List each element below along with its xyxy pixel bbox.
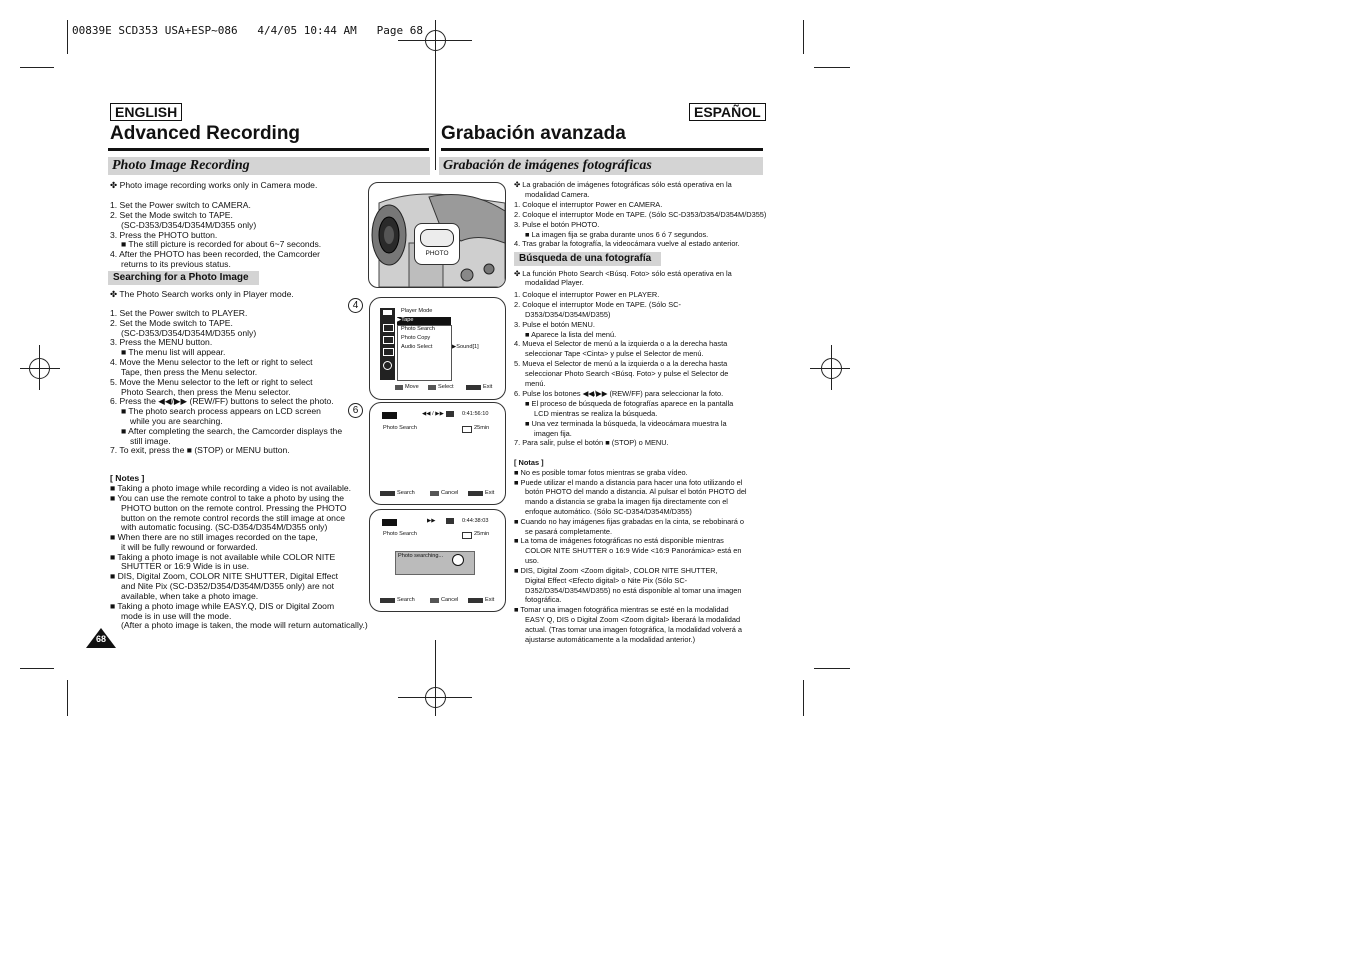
search-line: 3. Pulse el botón MENU. [514, 320, 595, 329]
search-line: menú. [525, 379, 546, 388]
search-line: 5. Mueva el Selector de menú a la izquierda o a la derecha hasta [514, 359, 728, 368]
step-3: 3. Press the PHOTO button. [110, 230, 218, 240]
magnifier-icon [452, 554, 464, 566]
search-line: seleccionar Photo Search <Búsq. Foto> y pulse el Selector de [525, 369, 729, 378]
intro-note: ✤ La grabación de imágenes fotográficas sólo está operativa en la [514, 180, 732, 189]
select-icon [428, 385, 436, 390]
search-line: 7. Para salir, pulse el botón ■ (STOP) o MENU. [514, 438, 669, 447]
note-line: ■ La toma de imágenes fotográficas no está disponible mientras [514, 536, 724, 545]
section-title-english: Photo Image Recording [108, 157, 430, 175]
note-line: ■ Tomar una imagen fotográfica mientras se esté en la modalidad [514, 605, 729, 614]
subsection-title-espanol: Búsqueda de una fotografía [514, 252, 661, 266]
note-line: botón PHOTO del mando a distancia. Al pulsar el botón PHOTO del [525, 487, 747, 496]
search-line: 7. To exit, press the ■ (STOP) or MENU button. [110, 445, 290, 455]
photo-button-icon [420, 229, 454, 247]
footer-cancel: Cancel [441, 490, 459, 496]
search-line: 4. Mueva el Selector de menú a la izquierda o a la derecha hasta [514, 339, 728, 348]
search-icon [380, 491, 395, 496]
registration-line [810, 368, 850, 369]
search-line: modalidad Player. [525, 278, 584, 287]
step-4: 4. Tras grabar la fotografía, la videocámara vuelve al estado anterior. [514, 239, 740, 248]
crop-mark [67, 20, 68, 54]
footer-search: Search [397, 597, 415, 603]
crop-mark [803, 20, 804, 54]
registration-line [831, 345, 832, 390]
search-line: ✤ La función Photo Search <Búsq. Foto> sólo está operativa en la [514, 269, 732, 278]
step-2: 2. Coloque el interruptor Mode en TAPE. (Sólo SC-D353/D354/D354M/D355) [514, 210, 767, 219]
photo-search-label: Photo Search [383, 531, 417, 537]
crop-mark [803, 680, 804, 716]
menu-mode-label: Player Mode [401, 308, 433, 314]
search-line: ■ Aparece la lista del menú. [525, 330, 617, 339]
menu-item-photo-copy: Photo Copy [401, 335, 431, 341]
battery-icon [382, 519, 397, 526]
rew-ff-icon: ◀◀ / ▶▶ [422, 411, 444, 417]
tape-remaining: 25min [474, 425, 490, 431]
page-number: 68 [95, 634, 106, 644]
note-line: it will be fully rewound or forwarded. [121, 542, 258, 552]
lcd-menu-screen [369, 297, 506, 400]
note-line: button on the remote control records the still image at once [121, 513, 346, 523]
footer-exit: Exit [485, 597, 495, 603]
search-line: ✤ The Photo Search works only in Player mode. [110, 289, 294, 299]
note-line: ajustarse automáticamente a la modalidad anterior.) [525, 635, 696, 644]
battery-icon [382, 412, 397, 419]
note-line: enfoque automático. (Sólo SC-D354/D354M/D355) [525, 507, 692, 516]
photo-button-callout [414, 223, 460, 265]
exit-icon [466, 385, 481, 390]
crop-mark [814, 668, 850, 669]
tape-remaining-icon [462, 532, 472, 539]
move-icon [395, 385, 403, 390]
note-line: with automatic focusing. (SC-D354/D354M/D355 only) [121, 522, 328, 532]
section-title-espanol: Grabación de imágenes fotográficas [439, 157, 763, 175]
exit-icon [468, 598, 483, 603]
footer-exit: Exit [485, 490, 495, 496]
memory-icon [383, 336, 394, 344]
search-line: while you are searching. [130, 416, 223, 426]
camera-icon [383, 324, 394, 332]
step-4: 4. After the PHOTO has been recorded, the Camcorder [110, 249, 321, 259]
ff-icon: ▶▶ [427, 518, 436, 524]
note-line: EASY Q, DIS o Digital Zoom <Zoom digital> liberará la modalidad [525, 615, 741, 624]
menu-item-audio-select: Audio Select [401, 344, 433, 350]
note-line: PHOTO button on the remote control. Pressing the PHOTO [121, 503, 347, 513]
search-line: 3. Press the MENU button. [110, 337, 213, 347]
tape-remaining-icon [462, 426, 472, 433]
note-line: D352/D354/D354M/D355) no está disponible al tomar una imagen [525, 586, 742, 595]
search-line: ■ Una vez terminada la búsqueda, la videocámara muestra la [525, 419, 727, 428]
display-icon [383, 348, 394, 356]
search-line: Photo Search, then press the Menu selector. [121, 387, 291, 397]
search-line: 2. Coloque el interruptor Mode en TAPE. (Sólo SC- [514, 300, 681, 309]
language-label-espanol: ESPAÑOL [689, 103, 766, 121]
timecode: 0:44:38:03 [462, 518, 489, 524]
search-line: seleccionar Tape <Cinta> y pulse el Selector de menú. [525, 349, 704, 358]
tape-icon [446, 518, 454, 524]
exit-icon [468, 491, 483, 496]
footer-move: Move [405, 384, 419, 390]
lcd-photo-search-screen [369, 402, 506, 505]
note-line: available, when take a photo image. [121, 591, 259, 601]
note-line: actual. (Tras tomar una imagen fotográfica, la modalidad volverá a [525, 625, 743, 634]
search-line: LCD mientras se realiza la búsqueda. [534, 409, 658, 418]
search-line: ■ The menu list will appear. [121, 347, 226, 357]
note-line: ■ Puede utilizar el mando a distancia para hacer una foto utilizando el [514, 478, 743, 487]
note-line: mode is in use will the mode. [121, 611, 232, 621]
search-line: Tape, then press the Menu selector. [121, 367, 258, 377]
search-line: ■ The photo search process appears on LCD screen [121, 406, 321, 416]
tape-icon [383, 310, 392, 315]
menu-item-tape: ▶Tape [397, 317, 414, 323]
intro-note-cont: modalidad Camera. [525, 190, 590, 199]
subsection-title-english: Searching for a Photo Image [108, 271, 259, 285]
registration-mark [425, 30, 446, 51]
step-3-bullet: ■ The still picture is recorded for about 6~7 seconds. [121, 239, 322, 249]
crop-mark [814, 67, 850, 68]
language-label-english: ENGLISH [110, 103, 182, 121]
note-line: ■ No es posible tomar fotos mientras se graba vídeo. [514, 468, 688, 477]
note-line: and Nite Pix (SC-D352/D354/D354M/D355 only) are not [121, 581, 335, 591]
note-line: ■ Taking a photo image while EASY.Q, DIS or Digital Zoom [110, 601, 335, 611]
search-line: 4. Move the Menu selector to the left or right to select [110, 357, 313, 367]
title-rule [108, 148, 429, 151]
menu-item-frame [397, 325, 452, 381]
cancel-icon [430, 491, 439, 496]
search-line: ■ After completing the search, the Camcorder displays the [121, 426, 343, 436]
footer-exit: Exit [483, 384, 493, 390]
tape-remaining: 25min [474, 531, 490, 537]
search-icon [380, 598, 395, 603]
note-line: uso. [525, 556, 539, 565]
registration-line [20, 368, 60, 369]
search-line: 1. Set the Power switch to PLAYER. [110, 308, 248, 318]
note-line: se pasará completamente. [525, 527, 613, 536]
step-4-cont: returns to its previous status. [121, 259, 231, 269]
menu-item-photo-search: Photo Search [401, 326, 435, 332]
lcd-photo-searching-screen [369, 509, 506, 612]
page-title-espanol: Grabación avanzada [441, 123, 626, 144]
note-line: COLOR NITE SHUTTER o 16:9 Wide <16:9 Panorámica> está en [525, 546, 742, 555]
tape-icon [446, 411, 454, 417]
step-1: 1. Coloque el interruptor Power en CAMERA. [514, 200, 663, 209]
crop-mark [67, 680, 68, 716]
step-1: 1. Set the Power switch to CAMERA. [110, 200, 251, 210]
search-line: 1. Coloque el interruptor Power en PLAYER. [514, 290, 660, 299]
search-line: imagen fija. [534, 429, 572, 438]
search-line: 6. Press the ◀◀/▶▶ (REW/FF) buttons to select the photo. [110, 396, 334, 406]
searching-text: Photo searching... [398, 553, 444, 559]
search-line: 5. Move the Menu selector to the left or right to select [110, 377, 313, 387]
note-line: ■ Taking a photo image is not available while COLOR NITE [110, 552, 336, 562]
note-line: Digital Effect <Efecto digital> o Nite Pix (Sólo SC- [525, 576, 688, 585]
footer-select: Select [438, 384, 454, 390]
registration-mark [425, 687, 446, 708]
step-number-4: 4 [348, 298, 363, 313]
search-line: (SC-D353/D354/D354M/D355 only) [121, 328, 257, 338]
note-line: mando a distancia se graba la imagen fija directamente con el [525, 497, 728, 506]
notes-title: [ Notes ] [110, 473, 145, 483]
notes-title: [ Notas ] [514, 458, 544, 467]
search-line: 2. Set the Mode switch to TAPE. [110, 318, 233, 328]
note-line: ■ DIS, Digital Zoom, COLOR NITE SHUTTER, Digital Effect [110, 571, 339, 581]
crop-mark [20, 67, 54, 68]
settings-icon [383, 361, 392, 370]
photo-search-label: Photo Search [383, 425, 417, 431]
search-line: D353/D354/D354M/D355) [525, 310, 611, 319]
note-line: ■ Cuando no hay imágenes fijas grabadas en la cinta, se rebobinará o [514, 517, 745, 526]
note-line: ■ You can use the remote control to take a photo by using the [110, 493, 345, 503]
note-line: ■ When there are no still images recorded on the tape, [110, 532, 318, 542]
menu-side-value: ▶Sound[1] [452, 344, 479, 350]
note-line: ■ Taking a photo image while recording a video is not available. [110, 483, 352, 493]
page-title-english: Advanced Recording [110, 123, 301, 144]
search-line: ■ El proceso de búsqueda de fotografías aparece en la pantalla [525, 399, 734, 408]
step-3-bullet: ■ La imagen fija se graba durante unos 6 ó 7 segundos. [525, 230, 709, 239]
footer-search: Search [397, 490, 415, 496]
photo-button-label: PHOTO [425, 250, 449, 257]
print-header: 00839E SCD353 USA+ESP~086 4/4/05 10:44 AM Page 68 [72, 24, 423, 37]
title-rule [441, 148, 763, 151]
crop-mark [20, 668, 54, 669]
step-2: 2. Set the Mode switch to TAPE. [110, 210, 233, 220]
step-3: 3. Pulse el botón PHOTO. [514, 220, 600, 229]
timecode: 0:41:56:10 [462, 411, 489, 417]
note-line: ■ DIS, Digital Zoom <Zoom digital>, COLOR NITE SHUTTER, [514, 566, 718, 575]
step-number-6: 6 [348, 403, 363, 418]
search-line: 6. Pulse los botones ◀◀/▶▶ (REW/FF) para seleccionar la foto. [514, 389, 724, 398]
step-2-cont: (SC-D353/D354/D354M/D355 only) [121, 220, 257, 230]
cancel-icon [430, 598, 439, 603]
intro-note: ✤ Photo image recording works only in Camera mode. [110, 180, 318, 190]
footer-cancel: Cancel [441, 597, 459, 603]
note-line: fotográfica. [525, 595, 562, 604]
registration-line [39, 345, 40, 390]
note-line: SHUTTER or 16:9 Wide is in use. [121, 561, 249, 571]
search-line: still image. [130, 436, 171, 446]
note-line: (After a photo image is taken, the mode will return automatically.) [121, 620, 368, 630]
